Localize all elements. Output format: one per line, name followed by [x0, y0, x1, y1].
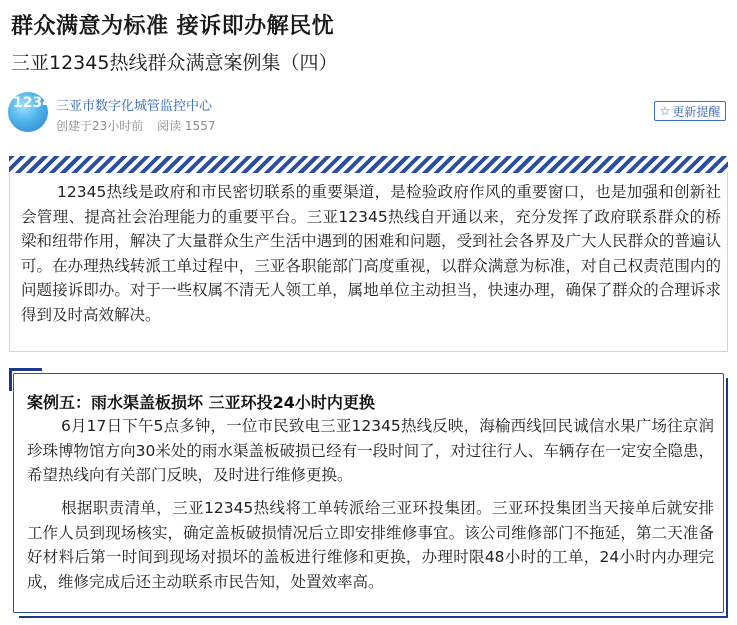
avatar-logo-text: 12345 [13, 95, 62, 111]
article-meta [56, 117, 225, 134]
follow-button-label: 更新提醒 [672, 104, 721, 119]
created-time: 创建于23小时前 [56, 119, 144, 133]
author-name[interactable]: 三亚市数字化城管监控中心 [56, 99, 213, 114]
intro-striped-bar [9, 156, 728, 173]
case-title: 案例五：雨水渠盖板损坏 三亚环投24小时内更换 [27, 393, 375, 412]
article-title: 群众满意为标准 接诉即办解民忧 [11, 14, 335, 39]
star-outline-icon: ☆ [659, 104, 671, 118]
intro-paragraph: 12345热线是政府和市民密切联系的重要渠道，是检验政府作风的重要窗口，也是加强和创新社会管理、提高社会治理能力的重要平台。三亚12345热线自开通以来，充分发挥了政府联系群众的桥梁和纽带作用，解决了大量群众生产生活中遇到的困难和问题，受到社会各界及广大人民群众的普遍认可。在办理热线转派工单过程中，三亚各职能部门高度重视，以群众满意为标准，对自己权责范围内的问题接诉即办。对于一些权属不清无人领工单，属地单位主动担当，快速办理，确保了群众的合理诉求得到及时高效解决。 [21, 183, 721, 324]
read-count: 阅读 1557 [157, 119, 216, 133]
author-avatar[interactable] [8, 92, 62, 132]
article-subtitle: 三亚12345热线群众满意案例集（四） [11, 52, 338, 74]
case-paragraph-2: 根据职责清单，三亚12345热线将工单转派给三亚环投集团。三亚环投集团当天接单后就安排工作人员到现场核实，确定盖板破损情况后立即安排维修事宜。该公司维修部门不拖延，第二天准备好材料后第一时间到现场对损坏的盖板进行维修和更换，办理时限48小时的工单，24小时内办理完成，维修完成后还主动联系市民告知，处置效率高。 [27, 499, 714, 592]
follow-update-button[interactable] [654, 101, 726, 121]
case-paragraph-1: 6月17日下午5点多钟，一位市民致电三亚12345热线反映，海榆西线回民诚信水果广场往京润珍珠博物馆方向30米处的雨水渠盖板破损已经有一段时间了，对过往行人、车辆存在一定安全隐患，希望热线向有关部门反映，及时进行维修更换。 [27, 417, 714, 485]
case-box-corner [9, 368, 42, 391]
